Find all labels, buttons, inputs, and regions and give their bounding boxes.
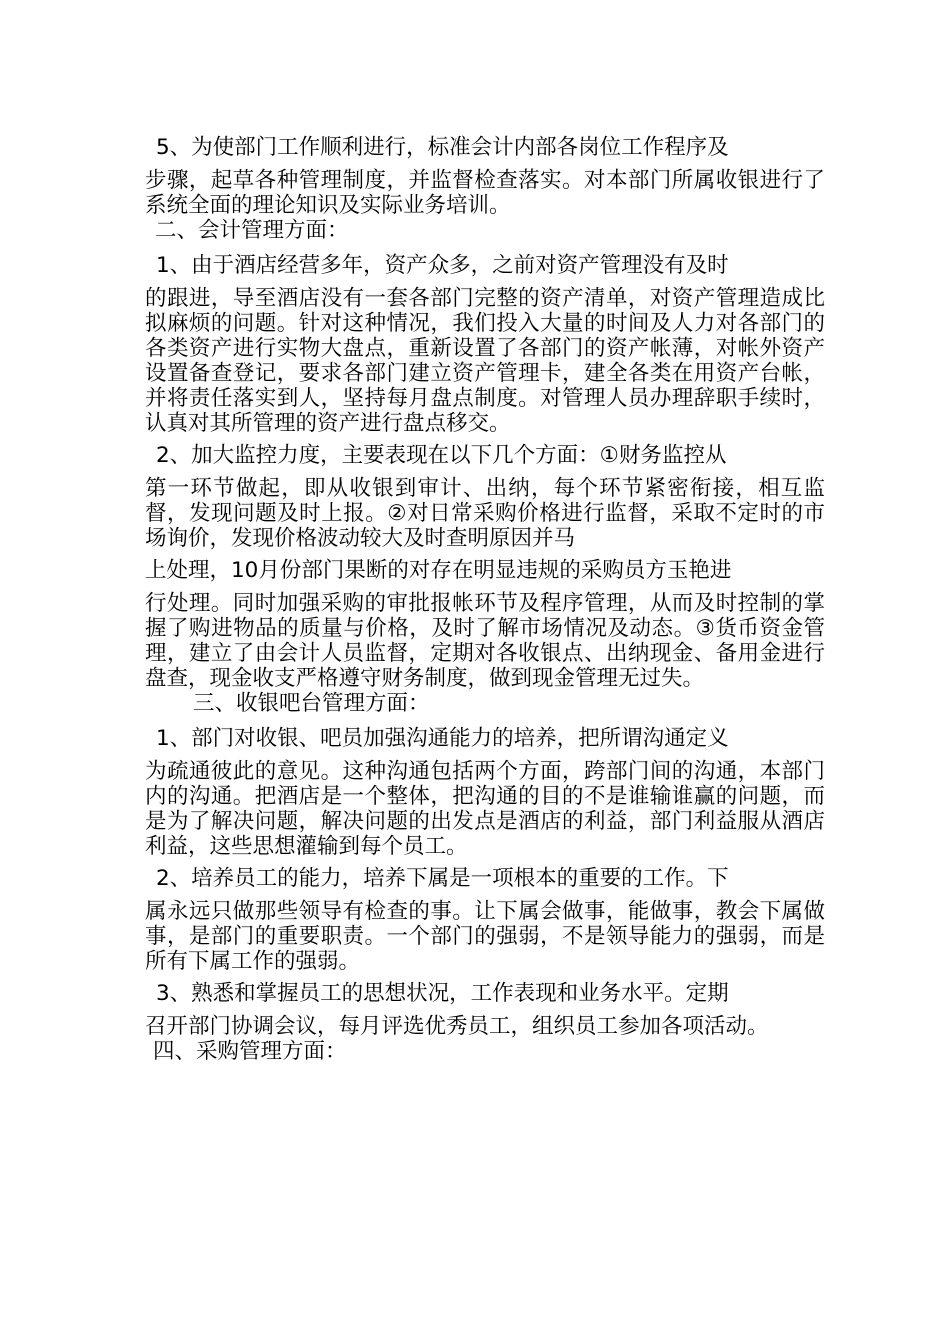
paragraph-cashier-2 bbox=[145, 859, 825, 974]
paragraph-line-a: 上处理，10月份部门果断的对存在明显违规的采购员方玉艳进 bbox=[145, 558, 732, 583]
paragraph-first-line: 2、加大监控力度，主要表现在以下几个方面：①财务监控从 bbox=[156, 443, 727, 468]
paragraph-body: 步骤，起草各种管理制度，并监督检查落实。对本部门所属收银进行了系统全面的理论知识及实际业务培训。 bbox=[145, 168, 825, 218]
paragraph-first-line: 1、部门对收银、吧员加强沟通能力的培养，把所谓沟通定义 bbox=[156, 726, 729, 751]
paragraph-body: 属永远只做那些领导有检查的事。让下属会做事，能做事，教会下属做事，是部门的重要职责。一个部门的强弱，不是领导能力的强弱，而是所有下属工作的强弱。 bbox=[145, 899, 825, 974]
section-heading-cashier: 三、收银吧台管理方面： bbox=[193, 691, 430, 716]
paragraph-accounting-1 bbox=[145, 246, 825, 436]
paragraph-body: 召开部门协调会议，每月评选优秀员工，组织员工参加各项活动。 bbox=[145, 1014, 769, 1039]
paragraph-item-5 bbox=[145, 128, 825, 218]
section-heading-purchasing: 四、采购管理方面： bbox=[153, 1039, 347, 1064]
paragraph-first-line: 3、熟悉和掌握员工的思想状况，工作表现和业务水平。定期 bbox=[156, 981, 729, 1006]
section-heading-accounting: 二、会计管理方面： bbox=[155, 218, 349, 243]
document-body bbox=[145, 128, 825, 1067]
paragraph-accounting-2 bbox=[145, 436, 825, 691]
paragraph-body-b: 行处理。同时加强采购的审批报帐环节及程序管理，从而及时控制的掌握了购进物品的质量与价格，及时了解市场情况及动态。③货币资金管理，建立了由会计人员监督，定期对各收银点、出纳现金、备用金进行盘查，现金收支严格遵守财务制度，做到现金管理无过失。 bbox=[145, 591, 825, 691]
paragraph-first-line: 5、为使部门工作顺利进行，标准会计内部各岗位工作程序及 bbox=[156, 135, 729, 160]
paragraph-cashier-1 bbox=[145, 719, 825, 859]
paragraph-body: 第一环节做起，即从收银到审计、出纳，每个环节紧密衔接，相互监督，发现问题及时上报。②对日常采购价格进行监督，采取不定时的市场询价，发现价格波动较大及时查明原因并马 bbox=[145, 476, 825, 551]
paragraph-body: 为疏通彼此的意见。这种沟通包括两个方面，跨部门间的沟通，本部门内的沟通。把酒店是一个整体，把沟通的目的不是谁输谁赢的问题，而是为了解决问题，解决问题的出发点是酒店的利益，部门利益服从酒店利益，这些思想灌输到每个员工。 bbox=[145, 759, 825, 859]
paragraph-cashier-3 bbox=[145, 974, 825, 1039]
paragraph-first-line: 2、培养员工的能力，培养下属是一项根本的重要的工作。下 bbox=[156, 866, 729, 891]
paragraph-first-line: 1、由于酒店经营多年，资产众多，之前对资产管理没有及时 bbox=[156, 253, 729, 278]
paragraph-body: 的跟进，导至酒店没有一套各部门完整的资产清单，对资产管理造成比拟麻烦的问题。针对这种情况，我们投入大量的时间及人力对各部门的各类资产进行实物大盘点，重新设置了各部门的资产帐薄，对帐外资产设置备查登记，要求各部门建立资产管理卡，建全各类在用资产台帐，并将责任落实到人，坚持每月盘点制度。对管理人员办理辞职手续时，认真对其所管理的资产进行盘点移交。 bbox=[145, 286, 825, 436]
